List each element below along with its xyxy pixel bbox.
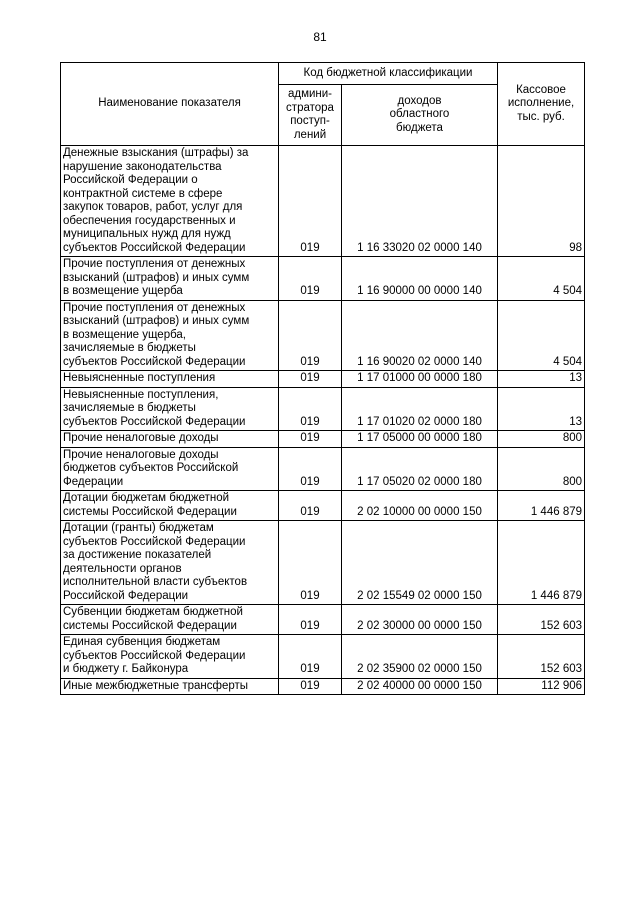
admin-code-cell: 019 [279, 678, 342, 695]
admin-code-cell: 019 [279, 635, 342, 679]
indicator-name-line: исполнительной власти субъектов [63, 576, 248, 588]
admin-code-cell: 019 [279, 300, 342, 371]
budget-table [60, 62, 585, 695]
indicator-name-line: Иные межбюджетные трансферты [63, 679, 249, 692]
indicator-name-cell [61, 491, 279, 521]
indicator-name-line: бюджетов субъектов Российской [63, 462, 239, 474]
indicator-name-line: Федерации [63, 475, 124, 488]
indicator-name-line: закупок товаров, работ, услуг для [63, 201, 243, 213]
indicator-name-line: Невыясненные поступления, [63, 388, 219, 401]
table-row [61, 447, 585, 491]
table-row [61, 635, 585, 679]
amount-cell: 112 906 [498, 678, 585, 695]
header-admin-line: поступ- [290, 115, 330, 127]
table-row [61, 387, 585, 431]
indicator-name-line: обеспечения государственных и [63, 214, 236, 227]
header-code-line: доходов [397, 94, 442, 107]
header-classification-group: Код бюджетной классификации [279, 63, 498, 85]
income-code-cell: 2 02 30000 00 0000 150 [342, 605, 498, 635]
header-amount [498, 63, 585, 146]
header-amount-line: Кассовое [516, 83, 566, 96]
indicator-name-line: Денежные взыскания (штрафы) за [63, 147, 249, 159]
indicator-name-line: Субвенции бюджетам бюджетной [63, 606, 243, 618]
admin-code-cell: 019 [279, 605, 342, 635]
header-amount-line: тыс. руб. [517, 110, 565, 123]
income-code-cell: 2 02 10000 00 0000 150 [342, 491, 498, 521]
amount-cell: 152 603 [498, 635, 585, 679]
income-code-cell: 2 02 35900 02 0000 150 [342, 635, 498, 679]
table-row [61, 371, 585, 388]
amount-cell: 13 [498, 387, 585, 431]
amount-cell: 4 504 [498, 257, 585, 301]
indicator-name-cell [61, 678, 279, 695]
header-code [342, 85, 498, 146]
indicator-name-line: субъектов Российской Федерации [63, 241, 246, 254]
header-admin-line: админи- [287, 88, 333, 100]
amount-cell: 800 [498, 447, 585, 491]
table-row [61, 678, 585, 695]
indicator-name-line: и бюджету г. Байконура [63, 663, 189, 675]
indicator-name-line: зачисляемые в бюджеты [63, 402, 196, 414]
income-code-cell: 1 17 01000 00 0000 180 [342, 371, 498, 388]
amount-cell: 4 504 [498, 300, 585, 371]
indicator-name-line: Прочие неналоговые доходы [63, 448, 219, 461]
indicator-name-cell [61, 371, 279, 388]
table-row [61, 605, 585, 635]
amount-cell: 13 [498, 371, 585, 388]
indicator-name-cell [61, 635, 279, 679]
indicator-name-line: Прочие поступления от денежных [63, 258, 246, 270]
income-code-cell: 2 02 15549 02 0000 150 [342, 521, 498, 605]
indicator-name-cell [61, 605, 279, 635]
admin-code-cell: 019 [279, 491, 342, 521]
indicator-name-line: Единая субвенция бюджетам [63, 636, 221, 648]
indicator-name-line: Дотации бюджетам бюджетной [63, 492, 230, 504]
admin-code-cell: 019 [279, 387, 342, 431]
income-code-cell: 1 16 90020 02 0000 140 [342, 300, 498, 371]
indicator-name-line: взысканий (штрафов) и иных сумм [63, 315, 250, 327]
indicator-name-line: муниципальных нужд для нужд [63, 228, 231, 240]
income-code-cell: 2 02 40000 00 0000 150 [342, 678, 498, 695]
header-code-line: бюджета [396, 121, 443, 134]
income-code-cell: 1 17 05000 00 0000 180 [342, 431, 498, 448]
indicator-name-cell [61, 300, 279, 371]
indicator-name-line: субъектов Российской Федерации [63, 355, 246, 368]
indicator-name-line: субъектов Российской Федерации [63, 649, 246, 662]
table-header [61, 63, 585, 146]
indicator-name-line: в возмещение ущерба, [63, 328, 187, 341]
table-row [61, 431, 585, 448]
indicator-name-line: зачисляемые в бюджеты [63, 342, 196, 354]
indicator-name-line: нарушение законодательства [63, 160, 222, 173]
indicator-name-cell [61, 146, 279, 257]
amount-cell: 1 446 879 [498, 521, 585, 605]
amount-cell: 800 [498, 431, 585, 448]
header-name: Наименование показателя [61, 63, 279, 146]
header-admin-line: стратора [286, 101, 334, 114]
indicator-name-cell [61, 447, 279, 491]
income-code-cell: 1 16 33020 02 0000 140 [342, 146, 498, 257]
indicator-name-line: контрактной системе в сфере [63, 187, 223, 200]
indicator-name-line: системы Российской Федерации [63, 619, 237, 632]
indicator-name-line: взысканий (штрафов) и иных сумм [63, 271, 250, 284]
table-row [61, 521, 585, 605]
page-number: 81 [313, 30, 327, 44]
indicator-name-line: Дотации (гранты) бюджетам [63, 522, 214, 534]
admin-code-cell: 019 [279, 371, 342, 388]
indicator-name-line: в возмещение ущерба [63, 285, 183, 297]
admin-code-cell: 019 [279, 431, 342, 448]
indicator-name-line: Российской Федерации о [63, 174, 198, 186]
indicator-name-line: субъектов Российской Федерации [63, 415, 246, 428]
indicator-name-line: деятельности органов [63, 562, 182, 575]
indicator-name-cell [61, 387, 279, 431]
admin-code-cell: 019 [279, 521, 342, 605]
table-row [61, 300, 585, 371]
indicator-name-line: Прочие поступления от денежных [63, 301, 246, 314]
indicator-name-line: субъектов Российской Федерации [63, 535, 246, 548]
indicator-name-line: Невыясненные поступления [63, 372, 216, 384]
table-body [61, 146, 585, 695]
indicator-name-cell [61, 257, 279, 301]
table-row [61, 491, 585, 521]
indicator-name-line: Российской Федерации [63, 589, 189, 602]
indicator-name-cell [61, 431, 279, 448]
header-admin [279, 85, 342, 146]
table-row [61, 257, 585, 301]
income-code-cell: 1 17 05020 02 0000 180 [342, 447, 498, 491]
amount-cell: 1 446 879 [498, 491, 585, 521]
header-admin-line: лений [293, 128, 327, 141]
indicator-name-cell [61, 521, 279, 605]
amount-cell: 152 603 [498, 605, 585, 635]
admin-code-cell: 019 [279, 447, 342, 491]
admin-code-cell: 019 [279, 146, 342, 257]
table-row [61, 146, 585, 257]
admin-code-cell: 019 [279, 257, 342, 301]
header-amount-line: исполнение, [507, 97, 575, 110]
amount-cell: 98 [498, 146, 585, 257]
indicator-name-line: за достижение показателей [63, 549, 212, 561]
header-code-line: областного [389, 108, 450, 121]
income-code-cell: 1 17 01020 02 0000 180 [342, 387, 498, 431]
income-code-cell: 1 16 90000 00 0000 140 [342, 257, 498, 301]
indicator-name-line: системы Российской Федерации [63, 505, 237, 518]
indicator-name-line: Прочие неналоговые доходы [63, 432, 219, 444]
